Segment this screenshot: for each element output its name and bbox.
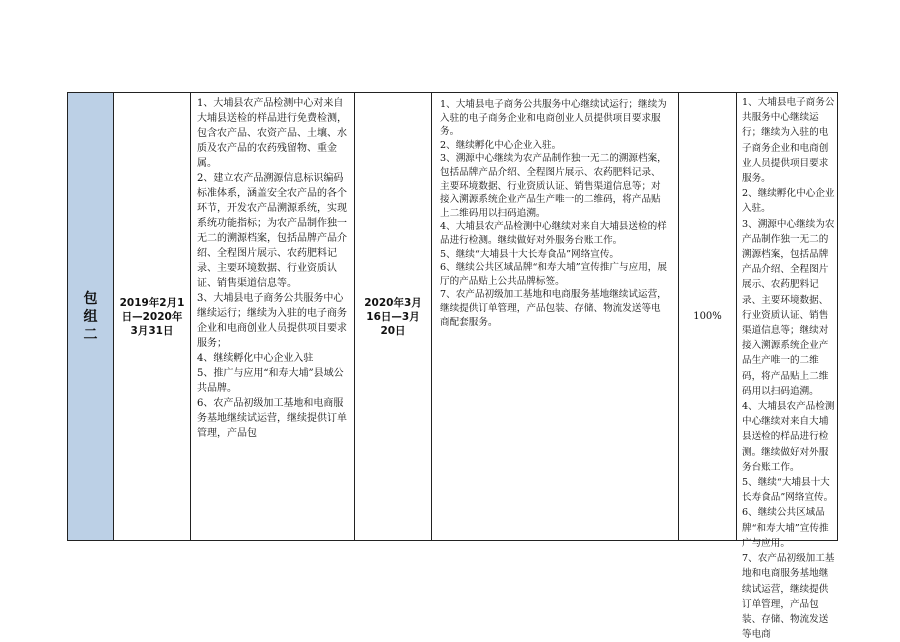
actual-tasks-cell xyxy=(432,93,679,540)
actual-tasks-text: 1、大埔县电子商务公共服务中心继续试运行；继续为入驻的电子商务企业和电商创业人员提供项目要求服务。 2、继续孵化中心企业入驻。 3、溯源中心继续为农产品制作独一无二的溯源档案，包括品牌产品介绍、全程图片展示、农药肥料记录、主要环境数据、行业资质认证、销售渠道信息等；对接入溯源系统企业产品生产唯一的二维码，将产品贴上二维码用以扫码追溯。 4、大埔县农产品检测中心继续对来自大埔县送检的样品进行检测。继续做好对外服务台账工作。 5、继续“大埔县十大长寿食品”网络宣传。 6、继续公共区域品牌“和寿大埔”宣传推广与应用，展厅的产品贴上公共品牌标签。 7、农产品初级加工基地和电商服务基地继续试运营，继续提供订单管理，产品包装、存储、物流发送等电商配套服务。 xyxy=(440,99,667,328)
completion-cell xyxy=(679,93,737,540)
next-tasks-text: 1、大埔县电子商务公共服务中心继续运行；继续为入驻的电子商务企业和电商创业人员提供项目要求服务。 2、继续孵化中心企业入驻。 3、溯源中心继续为农产品制作独一无二的溯源档案，包括品牌产品介绍、全程图片展示、农药肥料记录、主要环境数据、行业资质认证、销售渠道信息等；继续对接入溯源系统企业产品生产唯一的二维码，将产品贴上二维码用以扫码追溯。 4、大埔县农产品检测中心继续对来自大埔县送检的样品进行检测。继续做好对外服务台账工作。 5、继续“大埔县十大长寿食品”网络宣传。 6、继续公共区域品牌“和寿大埔”宣传推广与应用。 7、农产品初级加工基地和电商服务基地继续试运营，继续提供订单管理，产品包装、存储、物流发送等电商 xyxy=(742,97,835,641)
progress-table-row xyxy=(67,92,838,641)
plan-period-cell xyxy=(114,93,191,540)
group-cell xyxy=(68,93,114,540)
completion-rate: 100% xyxy=(693,311,722,322)
next-tasks-cell xyxy=(737,93,839,641)
actual-period: 2020年3月16日—3月20日 xyxy=(364,296,422,337)
group-label: 包组二 xyxy=(83,290,98,343)
actual-period-cell xyxy=(355,93,432,540)
plan-tasks-cell xyxy=(191,93,355,540)
plan-tasks-text: 1、大埔县农产品检测中心对来自大埔县送检的样品进行免费检测，包含农产品、农资产品、土壤、水质及农产品的农药残留物、重金属。 2、建立农产品溯源信息标识编码标准体系，涵盖安全农产品的各个环节，开发农产品溯源系统，实现系统功能指标；为农产品制作独一无二的溯源档案，包括品牌产品介绍、全程图片展示、农药肥料记录、主要环境数据、行业资质认证、销售渠道信息等。 3、大埔县电子商务公共服务中心继续运行；继续为入驻的电子商务企业和电商创业人员提供项目要求服务； 4、继续孵化中心企业入驻 5、推广与应用“和寿大埔”县域公共品牌。 6、农产品初级加工基地和电商服务基地继续试运营，继续提供订单管理，产品包 xyxy=(197,98,347,439)
plan-period: 2019年2月1日—2020年3月31日 xyxy=(119,296,185,337)
